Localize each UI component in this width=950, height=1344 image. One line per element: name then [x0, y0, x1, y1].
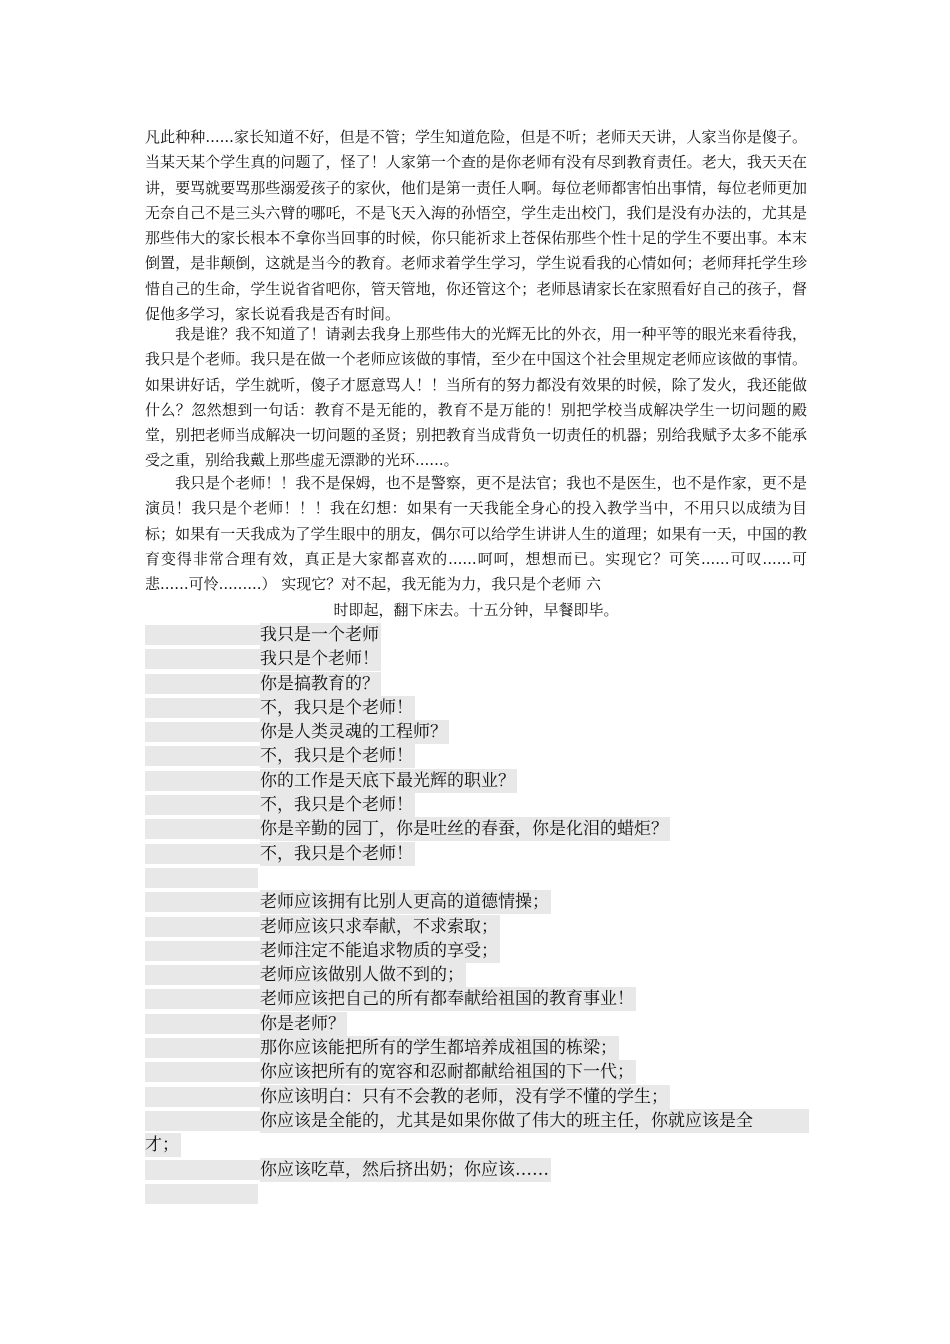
poem-line: 那你应该能把所有的学生都培养成祖国的栋梁；	[145, 1036, 807, 1060]
poem-line: 不，我只是个老师！	[145, 696, 807, 720]
paragraph-2: 我是谁？我不知道了！请剥去我身上那些伟大的光辉无比的外衣，用一种平等的眼光来看待我，我只是个老师。我只是在做一个老师应该做的事情，至少在中国这个社会里规定老师应该做的事情。如果讲好话，学生就听，傻子才愿意骂人！！当所有的努力都没有效果的时候，除了发火，我还能做什么？忽然想到一句话：教育不是无能的，教育不是万能的！别把学校当成解决学生一切问题的殿堂，别把老师当成解决一切问题的圣贤；别把教育当成背负一切责任的机器；别给我赋予太多不能承受之重，别给我戴上那些虚无漂渺的光环......。	[145, 325, 807, 470]
poem-line: 你是老师？	[145, 1012, 807, 1036]
poem-line-wrapped: 你应该是全能的，尤其是如果你做了伟大的班主任，你就应该是全 才；	[145, 1109, 807, 1158]
poem-line: 老师注定不能追求物质的享受；	[145, 939, 807, 963]
poem-line: 你是辛勤的园丁，你是吐丝的春蚕，你是化泪的蜡炬？	[145, 817, 807, 841]
poem-line: 不，我只是个老师！	[145, 744, 807, 768]
poem-line: 不，我只是个老师！	[145, 842, 807, 866]
poem-line: 老师应该把自己的所有都奉献给祖国的教育事业！	[145, 987, 807, 1011]
poem-line: 你是搞教育的？	[145, 672, 807, 696]
poem-line: 你应该把所有的宽容和忍耐都献给祖国的下一代；	[145, 1060, 807, 1084]
poem-line: 不，我只是个老师！	[145, 793, 807, 817]
paragraph-1: 凡此种种......家长知道不好，但是不管；学生知道危险，但是不听；老师天天讲，人家当你是傻子。当某天某个学生真的问题了，怪了！人家第一个查的是你老师有没有尽到教育责任。老大，我天天在讲，要骂就要骂那些溺爱孩子的家伙，他们是第一责任人啊。每位老师都害怕出事情，每位老师更加无奈自己不是三头六臂的哪吒，不是飞天入海的孙悟空，学生走出校门，我们是没有办法的，尤其是那些伟大的家长根本不拿你当回事的时候，你只能祈求上苍保佑那些个性十足的学生不要出事。本末倒置，是非颠倒，这就是当今的教育。老师求着学生学习，学生说看我的心情如何；老师拜托学生珍惜自己的生命，学生说省省吧你，管天管地，你还管这个；老师恳请家长在家照看好自己的孩子，督促他多学习，家长说看我是否有时间。	[145, 128, 807, 324]
poem-line: 你应该明白：只有不会教的老师，没有学不懂的学生；	[145, 1085, 807, 1109]
poem-line: 老师应该拥有比别人更高的道德情操；	[145, 890, 807, 914]
poem-blank-line	[145, 866, 807, 890]
paragraph-3: 我只是个老师！！我不是保姆，也不是警察，更不是法官；我也不是医生，也不是作家，更不是演员！我只是个老师！！！我在幻想：如果有一天我能全身心的投入教学当中，不用只以成绩为目标；如果有一天我成为了学生眼中的朋友，偶尔可以给学生讲讲人生的道理；如果有一天，中国的教育变得非常合理有效，真正是大家都喜欢的......呵呵，想想而已。实现它？可笑......可叹......可悲......可怜.........） 实现它？对不起，我无能为力，我只是个老师 六	[145, 474, 807, 594]
centered-line: 时即起，翻下床去。十五分钟，早餐即毕。	[333, 601, 619, 619]
poem-line: 你应该吃草，然后挤出奶；你应该……	[145, 1158, 807, 1182]
poem-line: 你的工作是天底下最光辉的职业？	[145, 769, 807, 793]
poem-blank-line	[145, 1182, 807, 1206]
poem-line: 我只是个老师！	[145, 647, 807, 671]
poem-line: 我只是一个老师	[145, 623, 807, 647]
poem-line: 老师应该做别人做不到的；	[145, 963, 807, 987]
poem-block	[145, 623, 807, 1206]
poem-line: 老师应该只求奉献，不求索取；	[145, 915, 807, 939]
poem-line: 你是人类灵魂的工程师？	[145, 720, 807, 744]
